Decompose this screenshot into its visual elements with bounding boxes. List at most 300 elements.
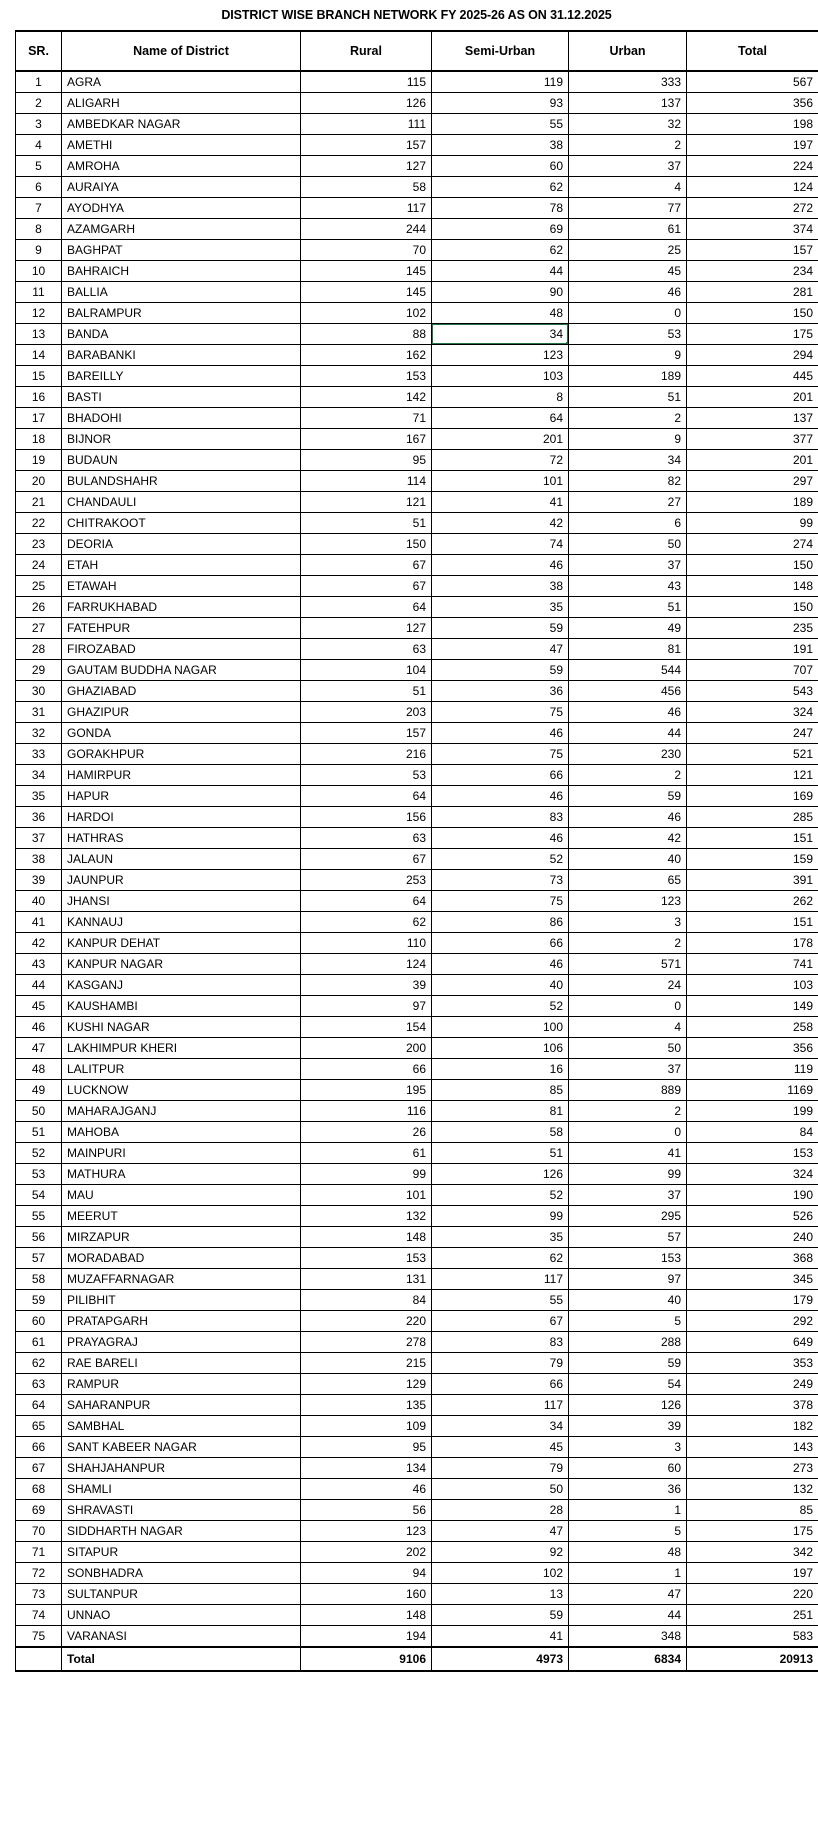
cell-semi-urban[interactable]: 38 — [432, 135, 569, 156]
cell-urban[interactable]: 44 — [569, 723, 687, 744]
cell-semi-urban[interactable]: 83 — [432, 807, 569, 828]
cell-rural[interactable]: 153 — [301, 366, 432, 387]
cell-district-name[interactable]: HAMIRPUR — [62, 765, 301, 786]
cell-district-name[interactable]: LUCKNOW — [62, 1080, 301, 1101]
cell-sr[interactable]: 10 — [16, 261, 62, 282]
cell-sr[interactable]: 3 — [16, 114, 62, 135]
cell-total-label[interactable]: Total — [62, 1647, 301, 1671]
cell-sr[interactable]: 66 — [16, 1437, 62, 1458]
cell-rural[interactable]: 142 — [301, 387, 432, 408]
cell-total[interactable]: 258 — [687, 1017, 818, 1038]
table-row[interactable] — [16, 324, 818, 345]
cell-urban[interactable]: 3 — [569, 1437, 687, 1458]
cell-urban[interactable]: 27 — [569, 492, 687, 513]
cell-district-name[interactable]: HARDOI — [62, 807, 301, 828]
table-row[interactable] — [16, 828, 818, 849]
cell-semi-urban[interactable]: 64 — [432, 408, 569, 429]
cell-semi-urban[interactable]: 59 — [432, 618, 569, 639]
table-row[interactable] — [16, 408, 818, 429]
cell-rural[interactable]: 95 — [301, 450, 432, 471]
cell-semi-urban[interactable]: 117 — [432, 1395, 569, 1416]
cell-district-name[interactable]: HATHRAS — [62, 828, 301, 849]
cell-district-name[interactable]: BARABANKI — [62, 345, 301, 366]
cell-sr[interactable]: 26 — [16, 597, 62, 618]
cell-sr[interactable]: 28 — [16, 639, 62, 660]
cell-urban[interactable]: 571 — [569, 954, 687, 975]
cell-sr[interactable]: 21 — [16, 492, 62, 513]
cell-urban[interactable]: 43 — [569, 576, 687, 597]
cell-urban[interactable]: 37 — [569, 156, 687, 177]
table-row[interactable] — [16, 1227, 818, 1248]
cell-semi-urban[interactable]: 106 — [432, 1038, 569, 1059]
cell-district-name[interactable]: BHADOHI — [62, 408, 301, 429]
cell-sr[interactable]: 33 — [16, 744, 62, 765]
cell-total[interactable]: 198 — [687, 114, 818, 135]
cell-semi-urban[interactable]: 40 — [432, 975, 569, 996]
cell-urban[interactable]: 65 — [569, 870, 687, 891]
cell-urban[interactable]: 51 — [569, 597, 687, 618]
cell-district-name[interactable]: MAINPURI — [62, 1143, 301, 1164]
cell-sr[interactable]: 36 — [16, 807, 62, 828]
cell-semi-urban[interactable]: 41 — [432, 492, 569, 513]
cell-semi-urban[interactable]: 102 — [432, 1563, 569, 1584]
cell-total[interactable]: 521 — [687, 744, 818, 765]
table-row[interactable] — [16, 1311, 818, 1332]
cell-district-name[interactable]: PRATAPGARH — [62, 1311, 301, 1332]
cell-rural[interactable]: 67 — [301, 555, 432, 576]
cell-semi-urban[interactable]: 46 — [432, 555, 569, 576]
cell-district-name[interactable]: SAHARANPUR — [62, 1395, 301, 1416]
cell-semi-urban[interactable]: 59 — [432, 660, 569, 681]
cell-semi-urban[interactable]: 28 — [432, 1500, 569, 1521]
table-row[interactable] — [16, 1206, 818, 1227]
column-header-urban[interactable]: Urban — [569, 31, 687, 71]
cell-rural[interactable]: 148 — [301, 1227, 432, 1248]
cell-total[interactable]: 377 — [687, 429, 818, 450]
table-row[interactable] — [16, 492, 818, 513]
cell-semi-urban[interactable]: 41 — [432, 1626, 569, 1648]
cell-semi-urban[interactable]: 46 — [432, 954, 569, 975]
cell-sr[interactable]: 18 — [16, 429, 62, 450]
cell-semi-urban[interactable]: 85 — [432, 1080, 569, 1101]
cell-total[interactable]: 649 — [687, 1332, 818, 1353]
table-row[interactable] — [16, 996, 818, 1017]
cell-rural[interactable]: 278 — [301, 1332, 432, 1353]
table-row[interactable] — [16, 303, 818, 324]
cell-urban[interactable]: 99 — [569, 1164, 687, 1185]
cell-district-name[interactable]: SHRAVASTI — [62, 1500, 301, 1521]
cell-urban[interactable]: 82 — [569, 471, 687, 492]
cell-rural[interactable]: 157 — [301, 723, 432, 744]
cell-total[interactable]: 249 — [687, 1374, 818, 1395]
cell-district-name[interactable]: BASTI — [62, 387, 301, 408]
table-row[interactable] — [16, 1248, 818, 1269]
cell-urban[interactable]: 42 — [569, 828, 687, 849]
cell-semi-urban[interactable]: 103 — [432, 366, 569, 387]
table-row[interactable] — [16, 891, 818, 912]
cell-rural[interactable]: 132 — [301, 1206, 432, 1227]
cell-urban[interactable]: 25 — [569, 240, 687, 261]
cell-semi-urban[interactable]: 35 — [432, 597, 569, 618]
cell-urban[interactable]: 46 — [569, 807, 687, 828]
cell-total[interactable]: 182 — [687, 1416, 818, 1437]
cell-urban[interactable]: 2 — [569, 1101, 687, 1122]
cell-semi-urban[interactable]: 52 — [432, 996, 569, 1017]
cell-urban[interactable]: 53 — [569, 324, 687, 345]
cell-district-name[interactable]: KASGANJ — [62, 975, 301, 996]
cell-sr[interactable]: 6 — [16, 177, 62, 198]
cell-total[interactable]: 292 — [687, 1311, 818, 1332]
cell-urban[interactable]: 9 — [569, 429, 687, 450]
cell-semi-urban[interactable]: 69 — [432, 219, 569, 240]
table-total-row[interactable] — [16, 1647, 818, 1671]
cell-district-name[interactable]: MATHURA — [62, 1164, 301, 1185]
cell-urban[interactable]: 2 — [569, 933, 687, 954]
cell-semi-urban[interactable]: 126 — [432, 1164, 569, 1185]
cell-district-name[interactable]: MAHARAJGANJ — [62, 1101, 301, 1122]
table-row[interactable] — [16, 1416, 818, 1437]
cell-urban[interactable]: 81 — [569, 639, 687, 660]
cell-semi-urban[interactable]: 66 — [432, 1374, 569, 1395]
cell-sr[interactable]: 31 — [16, 702, 62, 723]
cell-semi-urban[interactable]: 62 — [432, 1248, 569, 1269]
table-row[interactable] — [16, 765, 818, 786]
table-row[interactable] — [16, 1521, 818, 1542]
cell-district-name[interactable]: BULANDSHAHR — [62, 471, 301, 492]
cell-district-name[interactable]: BALLIA — [62, 282, 301, 303]
cell-rural[interactable]: 116 — [301, 1101, 432, 1122]
cell-total[interactable]: 220 — [687, 1584, 818, 1605]
cell-total-urban[interactable]: 6834 — [569, 1647, 687, 1671]
cell-urban[interactable]: 41 — [569, 1143, 687, 1164]
cell-rural[interactable]: 63 — [301, 828, 432, 849]
table-row[interactable] — [16, 660, 818, 681]
cell-rural[interactable]: 39 — [301, 975, 432, 996]
table-row[interactable] — [16, 345, 818, 366]
cell-semi-urban[interactable]: 72 — [432, 450, 569, 471]
cell-urban[interactable]: 2 — [569, 408, 687, 429]
table-row[interactable] — [16, 849, 818, 870]
table-row[interactable] — [16, 1542, 818, 1563]
cell-total[interactable]: 543 — [687, 681, 818, 702]
cell-total-semi-urban[interactable]: 4973 — [432, 1647, 569, 1671]
cell-semi-urban[interactable]: 79 — [432, 1458, 569, 1479]
cell-total[interactable]: 378 — [687, 1395, 818, 1416]
cell-semi-urban[interactable]: 46 — [432, 723, 569, 744]
cell-district-name[interactable]: MAHOBA — [62, 1122, 301, 1143]
cell-total[interactable]: 150 — [687, 303, 818, 324]
cell-rural[interactable]: 97 — [301, 996, 432, 1017]
cell-semi-urban[interactable]: 74 — [432, 534, 569, 555]
cell-total[interactable]: 297 — [687, 471, 818, 492]
cell-rural[interactable]: 84 — [301, 1290, 432, 1311]
cell-sr[interactable]: 47 — [16, 1038, 62, 1059]
cell-rural[interactable]: 126 — [301, 93, 432, 114]
cell-sr[interactable]: 52 — [16, 1143, 62, 1164]
table-row[interactable] — [16, 156, 818, 177]
cell-total[interactable]: 445 — [687, 366, 818, 387]
cell-sr[interactable]: 51 — [16, 1122, 62, 1143]
cell-semi-urban[interactable]: 52 — [432, 849, 569, 870]
table-row[interactable] — [16, 702, 818, 723]
cell-sr[interactable]: 37 — [16, 828, 62, 849]
cell-semi-urban[interactable]: 101 — [432, 471, 569, 492]
cell-rural[interactable]: 99 — [301, 1164, 432, 1185]
cell-urban[interactable]: 5 — [569, 1311, 687, 1332]
cell-district-name[interactable]: MUZAFFARNAGAR — [62, 1269, 301, 1290]
cell-total[interactable]: 294 — [687, 345, 818, 366]
cell-district-name[interactable]: MORADABAD — [62, 1248, 301, 1269]
cell-total[interactable]: 262 — [687, 891, 818, 912]
cell-total[interactable]: 201 — [687, 387, 818, 408]
cell-semi-urban[interactable]: 123 — [432, 345, 569, 366]
cell-total[interactable]: 159 — [687, 849, 818, 870]
cell-district-name[interactable]: FARRUKHABAD — [62, 597, 301, 618]
cell-urban[interactable]: 153 — [569, 1248, 687, 1269]
table-row[interactable] — [16, 1500, 818, 1521]
cell-total[interactable]: 526 — [687, 1206, 818, 1227]
cell-semi-urban[interactable]: 119 — [432, 71, 569, 93]
cell-district-name[interactable]: GAUTAM BUDDHA NAGAR — [62, 660, 301, 681]
table-row[interactable] — [16, 471, 818, 492]
table-row[interactable] — [16, 954, 818, 975]
column-header-semi-urban[interactable]: Semi-Urban — [432, 31, 569, 71]
table-row[interactable] — [16, 1059, 818, 1080]
cell-rural[interactable]: 51 — [301, 681, 432, 702]
cell-urban[interactable]: 3 — [569, 912, 687, 933]
cell-total[interactable]: 175 — [687, 324, 818, 345]
cell-semi-urban[interactable]: 36 — [432, 681, 569, 702]
cell-district-name[interactable]: RAE BARELI — [62, 1353, 301, 1374]
table-row[interactable] — [16, 744, 818, 765]
cell-sr[interactable]: 34 — [16, 765, 62, 786]
cell-total[interactable]: 583 — [687, 1626, 818, 1648]
cell-urban[interactable]: 49 — [569, 618, 687, 639]
table-row[interactable] — [16, 1437, 818, 1458]
cell-district-name[interactable]: DEORIA — [62, 534, 301, 555]
cell-rural[interactable]: 111 — [301, 114, 432, 135]
cell-semi-urban[interactable]: 62 — [432, 177, 569, 198]
cell-district-name[interactable]: BUDAUN — [62, 450, 301, 471]
cell-semi-urban[interactable]: 55 — [432, 114, 569, 135]
cell-rural[interactable]: 56 — [301, 1500, 432, 1521]
column-header-sr[interactable]: SR. — [16, 31, 62, 71]
table-row[interactable] — [16, 681, 818, 702]
cell-sr[interactable]: 57 — [16, 1248, 62, 1269]
cell-semi-urban[interactable]: 38 — [432, 576, 569, 597]
cell-urban[interactable]: 37 — [569, 555, 687, 576]
table-row[interactable] — [16, 1332, 818, 1353]
cell-district-name[interactable]: JALAUN — [62, 849, 301, 870]
cell-total[interactable]: 240 — [687, 1227, 818, 1248]
cell-semi-urban[interactable]: 99 — [432, 1206, 569, 1227]
cell-total[interactable]: 150 — [687, 555, 818, 576]
cell-urban[interactable]: 37 — [569, 1185, 687, 1206]
cell-rural[interactable]: 114 — [301, 471, 432, 492]
cell-urban[interactable]: 32 — [569, 114, 687, 135]
cell-sr[interactable]: 29 — [16, 660, 62, 681]
cell-semi-urban[interactable]: 47 — [432, 639, 569, 660]
cell-semi-urban[interactable]: 79 — [432, 1353, 569, 1374]
cell-semi-urban[interactable]: 8 — [432, 387, 569, 408]
cell-sr[interactable]: 23 — [16, 534, 62, 555]
cell-district-name[interactable]: AMROHA — [62, 156, 301, 177]
cell-urban[interactable]: 137 — [569, 93, 687, 114]
cell-total[interactable]: 157 — [687, 240, 818, 261]
cell-sr[interactable]: 30 — [16, 681, 62, 702]
cell-district-name[interactable]: AMETHI — [62, 135, 301, 156]
cell-sr[interactable]: 72 — [16, 1563, 62, 1584]
cell-sr[interactable]: 38 — [16, 849, 62, 870]
cell-urban[interactable]: 61 — [569, 219, 687, 240]
cell-total[interactable]: 342 — [687, 1542, 818, 1563]
cell-sr[interactable]: 2 — [16, 93, 62, 114]
cell-rural[interactable]: 194 — [301, 1626, 432, 1648]
cell-sr[interactable]: 48 — [16, 1059, 62, 1080]
cell-sr[interactable]: 27 — [16, 618, 62, 639]
cell-total[interactable]: 285 — [687, 807, 818, 828]
cell-rural[interactable]: 131 — [301, 1269, 432, 1290]
cell-total[interactable]: 356 — [687, 93, 818, 114]
cell-urban[interactable]: 48 — [569, 1542, 687, 1563]
cell-rural[interactable]: 121 — [301, 492, 432, 513]
cell-sr[interactable]: 16 — [16, 387, 62, 408]
cell-total[interactable]: 132 — [687, 1479, 818, 1500]
cell-total[interactable]: 707 — [687, 660, 818, 681]
cell-total[interactable]: 356 — [687, 1038, 818, 1059]
cell-rural[interactable]: 67 — [301, 849, 432, 870]
cell-total[interactable]: 345 — [687, 1269, 818, 1290]
cell-total[interactable]: 197 — [687, 135, 818, 156]
cell-total-sr-blank[interactable] — [16, 1647, 62, 1671]
cell-total[interactable]: 119 — [687, 1059, 818, 1080]
cell-semi-urban[interactable]: 75 — [432, 891, 569, 912]
cell-district-name[interactable]: VARANASI — [62, 1626, 301, 1648]
cell-rural[interactable]: 145 — [301, 282, 432, 303]
table-row[interactable] — [16, 1017, 818, 1038]
cell-urban[interactable]: 189 — [569, 366, 687, 387]
table-row[interactable] — [16, 1374, 818, 1395]
cell-total[interactable]: 153 — [687, 1143, 818, 1164]
cell-district-name[interactable]: SONBHADRA — [62, 1563, 301, 1584]
cell-sr[interactable]: 22 — [16, 513, 62, 534]
cell-district-name[interactable]: MIRZAPUR — [62, 1227, 301, 1248]
cell-semi-urban[interactable]: 73 — [432, 870, 569, 891]
cell-total[interactable]: 149 — [687, 996, 818, 1017]
cell-sr[interactable]: 60 — [16, 1311, 62, 1332]
cell-district-name[interactable]: BAREILLY — [62, 366, 301, 387]
table-row[interactable] — [16, 534, 818, 555]
column-header-district[interactable]: Name of District — [62, 31, 301, 71]
cell-sr[interactable]: 17 — [16, 408, 62, 429]
cell-sr[interactable]: 11 — [16, 282, 62, 303]
cell-urban[interactable]: 348 — [569, 1626, 687, 1648]
cell-rural[interactable]: 61 — [301, 1143, 432, 1164]
cell-urban[interactable]: 1 — [569, 1500, 687, 1521]
cell-sr[interactable]: 45 — [16, 996, 62, 1017]
table-row[interactable] — [16, 114, 818, 135]
cell-sr[interactable]: 46 — [16, 1017, 62, 1038]
cell-sr[interactable]: 68 — [16, 1479, 62, 1500]
cell-rural[interactable]: 117 — [301, 198, 432, 219]
cell-district-name[interactable]: JHANSI — [62, 891, 301, 912]
cell-total-rural[interactable]: 9106 — [301, 1647, 432, 1671]
cell-total[interactable]: 85 — [687, 1500, 818, 1521]
cell-rural[interactable]: 71 — [301, 408, 432, 429]
cell-rural[interactable]: 95 — [301, 1437, 432, 1458]
cell-district-name[interactable]: GONDA — [62, 723, 301, 744]
cell-urban[interactable]: 77 — [569, 198, 687, 219]
table-row[interactable] — [16, 93, 818, 114]
cell-urban[interactable]: 36 — [569, 1479, 687, 1500]
table-row[interactable] — [16, 723, 818, 744]
table-row[interactable] — [16, 219, 818, 240]
cell-sr[interactable]: 67 — [16, 1458, 62, 1479]
cell-sr[interactable]: 15 — [16, 366, 62, 387]
cell-urban[interactable]: 50 — [569, 534, 687, 555]
cell-sr[interactable]: 63 — [16, 1374, 62, 1395]
cell-urban[interactable]: 34 — [569, 450, 687, 471]
cell-sr[interactable]: 59 — [16, 1290, 62, 1311]
cell-total[interactable]: 169 — [687, 786, 818, 807]
cell-sr[interactable]: 49 — [16, 1080, 62, 1101]
cell-rural[interactable]: 64 — [301, 891, 432, 912]
table-row[interactable] — [16, 1584, 818, 1605]
cell-sr[interactable]: 74 — [16, 1605, 62, 1626]
cell-sr[interactable]: 8 — [16, 219, 62, 240]
table-row[interactable] — [16, 177, 818, 198]
cell-rural[interactable]: 109 — [301, 1416, 432, 1437]
cell-urban[interactable]: 59 — [569, 786, 687, 807]
cell-district-name[interactable]: LALITPUR — [62, 1059, 301, 1080]
cell-semi-urban[interactable]: 16 — [432, 1059, 569, 1080]
cell-urban[interactable]: 9 — [569, 345, 687, 366]
table-row[interactable] — [16, 1626, 818, 1648]
table-row[interactable] — [16, 282, 818, 303]
cell-total[interactable]: 251 — [687, 1605, 818, 1626]
cell-district-name[interactable]: AMBEDKAR NAGAR — [62, 114, 301, 135]
cell-urban[interactable]: 1 — [569, 1563, 687, 1584]
cell-sr[interactable]: 50 — [16, 1101, 62, 1122]
cell-semi-urban[interactable]: 67 — [432, 1311, 569, 1332]
table-row[interactable] — [16, 1563, 818, 1584]
cell-rural[interactable]: 156 — [301, 807, 432, 828]
table-row[interactable] — [16, 1290, 818, 1311]
cell-rural[interactable]: 129 — [301, 1374, 432, 1395]
cell-total[interactable]: 124 — [687, 177, 818, 198]
cell-rural[interactable]: 124 — [301, 954, 432, 975]
cell-district-name[interactable]: FIROZABAD — [62, 639, 301, 660]
cell-district-name[interactable]: KANPUR NAGAR — [62, 954, 301, 975]
cell-semi-urban[interactable]: 48 — [432, 303, 569, 324]
cell-total[interactable]: 234 — [687, 261, 818, 282]
cell-sr[interactable]: 64 — [16, 1395, 62, 1416]
cell-semi-urban[interactable]: 117 — [432, 1269, 569, 1290]
cell-total[interactable]: 201 — [687, 450, 818, 471]
cell-urban[interactable]: 50 — [569, 1038, 687, 1059]
cell-urban[interactable]: 40 — [569, 1290, 687, 1311]
cell-urban[interactable]: 40 — [569, 849, 687, 870]
table-row[interactable] — [16, 1458, 818, 1479]
cell-sr[interactable]: 41 — [16, 912, 62, 933]
cell-district-name[interactable]: MAU — [62, 1185, 301, 1206]
cell-sr[interactable]: 1 — [16, 71, 62, 93]
cell-sr[interactable]: 42 — [16, 933, 62, 954]
cell-total[interactable]: 103 — [687, 975, 818, 996]
cell-district-name[interactable]: MEERUT — [62, 1206, 301, 1227]
cell-urban[interactable]: 123 — [569, 891, 687, 912]
cell-urban[interactable]: 39 — [569, 1416, 687, 1437]
